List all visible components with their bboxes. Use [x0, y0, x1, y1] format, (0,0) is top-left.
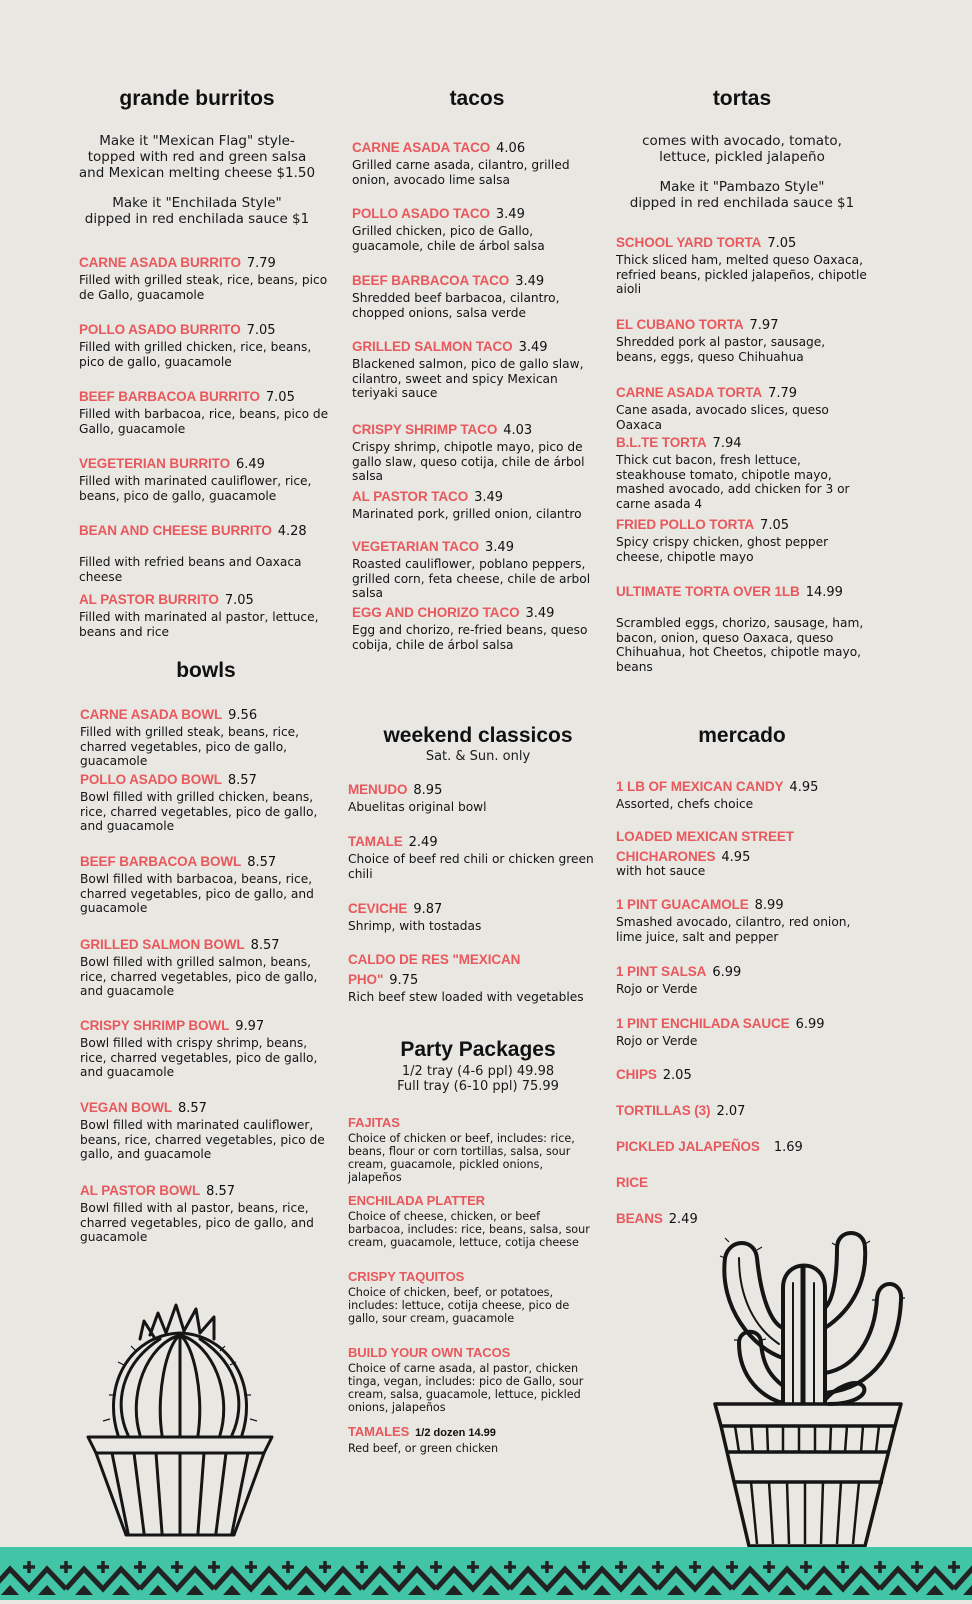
- menu-item: [616, 384, 868, 432]
- item-header: [616, 1138, 868, 1156]
- item-price: 8.99: [754, 898, 784, 913]
- item-name: FRIED POLLO TORTA: [616, 517, 755, 532]
- item-description: Filled with grilled steak, beans, rice, charred vegetables, pico de gallo, guacamole: [80, 725, 300, 768]
- item-header: [616, 316, 868, 334]
- decorative-border-band: [0, 1547, 972, 1600]
- item-price: 7.79: [246, 256, 276, 271]
- menu-item: [352, 538, 602, 601]
- item-name: POLLO ASADO BURRITO: [79, 322, 241, 337]
- item-header: [616, 1102, 868, 1120]
- menu-item: [616, 1066, 868, 1084]
- item-name: B.L.TE TORTA: [616, 435, 707, 450]
- item-price: 8.95: [413, 783, 443, 798]
- item-name: 1 PINT GUACAMOLE: [616, 897, 749, 912]
- item-name: SCHOOL YARD TORTA: [616, 235, 762, 250]
- barrel-cactus-illustration: [80, 1295, 280, 1550]
- menu-item: [616, 316, 868, 364]
- menu-item: [348, 1423, 598, 1455]
- menu-item: [616, 1210, 868, 1228]
- item-name: EGG AND CHORIZO TACO: [352, 605, 520, 620]
- item-description: Choice of chicken or beef, includes: rice, beans, flour or corn tortillas, salsa, sour cream, guacamole, pickled onions, jalapeños: [348, 1132, 575, 1184]
- item-header: [616, 828, 868, 845]
- item-header: [348, 1192, 598, 1209]
- section-note: Make it "Enchilada Style" dipped in red enchilada sauce $1: [84, 195, 310, 227]
- menu-item: [352, 338, 602, 401]
- item-description: Grilled carne asada, cilantro, grilled onion, avocado lime salsa: [352, 158, 570, 187]
- item-name: CARNE ASADA BURRITO: [79, 255, 241, 270]
- item-price: 9.97: [235, 1019, 265, 1034]
- item-header: [352, 421, 602, 439]
- menu-item: [616, 234, 868, 297]
- item-price: 3.49: [495, 207, 525, 222]
- item-price: 7.05: [767, 236, 797, 251]
- bowls-section: [80, 660, 332, 1250]
- tortas-section: [616, 88, 868, 688]
- item-name: CHICHARONES: [616, 849, 716, 864]
- zigzag-pattern-icon: [0, 1547, 972, 1600]
- section-note: comes with avocado, tomato, lettuce, pickled jalapeño: [642, 133, 842, 165]
- item-header: [352, 538, 602, 556]
- menu-item: [348, 1268, 598, 1325]
- item-header: [616, 1210, 868, 1228]
- item-price: 3.49: [474, 490, 504, 505]
- menu-item: [348, 951, 598, 1005]
- section-title: bowls: [176, 659, 236, 682]
- item-name: GRILLED SALMON TACO: [352, 339, 513, 354]
- item-price: 3.49: [525, 606, 555, 621]
- item-name: TORTILLAS (3): [616, 1103, 711, 1118]
- item-price: 4.95: [721, 850, 751, 865]
- item-description: Shredded beef barbacoa, cilantro, chopped onions, salsa verde: [352, 291, 560, 320]
- menu-item: [352, 205, 602, 253]
- item-name: PICKLED JALAPEÑOS: [616, 1139, 760, 1154]
- menu-item: [79, 388, 331, 436]
- item-header: [352, 488, 602, 506]
- item-description: Abuelitas original bowl: [348, 800, 487, 814]
- item-description: Bowl filled with grilled salmon, beans, rice, charred vegetables, pico de gallo, and guacamole: [80, 955, 318, 998]
- section-note: Make it "Pambazo Style" dipped in red enchilada sauce $1: [629, 179, 855, 211]
- item-description: Choice of chicken, beef, or potatoes, includes: lettuce, cotija cheese, pico de gallo, sour cream, guacamole: [348, 1286, 570, 1325]
- item-header: [79, 455, 331, 473]
- item-name: BEANS: [616, 1211, 663, 1226]
- item-name: 1 LB OF MEXICAN CANDY: [616, 779, 784, 794]
- item-price: 8.57: [178, 1101, 207, 1116]
- item-header: [80, 1182, 332, 1200]
- item-description: Bowl filled with barbacoa, beans, rice, charred vegetables, pico de gallo, and guacamole: [80, 872, 314, 915]
- menu-item: [79, 254, 331, 302]
- item-header: [80, 706, 332, 724]
- item-description: Bowl filled with marinated cauliflower, beans, rice, charred vegetables, pico de gallo, and guacamole: [80, 1118, 325, 1161]
- item-description: Shredded pork al pastor, sausage, beans, eggs, queso Chihuahua: [616, 335, 826, 364]
- item-price: 2.07: [716, 1104, 746, 1119]
- item-name: CARNE ASADA BOWL: [80, 707, 223, 722]
- item-name: AL PASTOR TACO: [352, 489, 469, 504]
- item-name: FAJITAS: [348, 1115, 400, 1130]
- section-title: weekend classicos: [383, 724, 573, 747]
- item-price: 2.05: [662, 1068, 692, 1083]
- item-price: 6.99: [712, 965, 742, 980]
- item-description: Thick cut bacon, fresh lettuce, steakhouse tomato, chipotle mayo, mashed avocado, add chicken for 3 or carne asada 4: [616, 453, 850, 511]
- item-header: [80, 1099, 332, 1117]
- item-name: AL PASTOR BURRITO: [79, 592, 219, 607]
- item-description: Filled with marinated al pastor, lettuce, beans and rice: [79, 610, 319, 639]
- menu-item: [616, 963, 868, 997]
- item-price: 7.94: [712, 436, 742, 451]
- item-name: MENUDO: [348, 782, 408, 797]
- item-description: Shrimp, with tostadas: [348, 919, 482, 933]
- item-name: TAMALES: [348, 1424, 410, 1439]
- item-name: BEEF BARBACOA TACO: [352, 273, 510, 288]
- menu-item: [348, 1192, 598, 1249]
- menu-item: [348, 1344, 598, 1414]
- item-note: 1/2 dozen 14.99: [415, 1427, 496, 1439]
- item-price: 2.49: [408, 835, 438, 850]
- item-name: BEEF BARBACOA BURRITO: [79, 389, 260, 404]
- menu-item: [348, 781, 598, 815]
- item-description: Assorted, chefs choice: [616, 797, 754, 811]
- item-name: BEEF BARBACOA BOWL: [80, 854, 242, 869]
- burritos-items: [79, 254, 331, 644]
- item-price: 8.57: [206, 1184, 236, 1199]
- item-price: 6.49: [235, 457, 265, 472]
- item-description: Cane asada, avocado slices, queso Oaxaca: [616, 403, 829, 432]
- item-name: VEGAN BOWL: [80, 1100, 172, 1115]
- item-name: PHO": [348, 972, 384, 987]
- section-subtitle: Sat. & Sun. only: [425, 749, 531, 764]
- item-header: [79, 254, 331, 272]
- item-description: Filled with grilled steak, rice, beans, pico de Gallo, guacamole: [79, 273, 328, 302]
- item-description: Roasted cauliflower, poblano peppers, grilled corn, feta cheese, chile de arbol salsa: [352, 557, 591, 600]
- item-description: Grilled chicken, pico de Gallo, guacamole, chile de árbol salsa: [352, 224, 545, 253]
- menu-item: [616, 896, 868, 944]
- item-header: [79, 522, 331, 540]
- section-title: grande burritos: [119, 87, 275, 110]
- item-description: Scrambled eggs, chorizo, sausage, ham, bacon, onion, queso Oaxaca, queso Chihuahua, hot Cheetos, chipotle mayo, beans: [616, 616, 864, 674]
- item-name: ENCHILADA PLATTER: [348, 1193, 485, 1208]
- item-header: [348, 781, 598, 799]
- item-header: [348, 1114, 598, 1131]
- item-header: [352, 272, 602, 290]
- item-description: Choice of cheese, chicken, or beef barbacoa, includes: rice, beans, salsa, sour cream, guacamole, lettuce, cotija cheese: [348, 1210, 590, 1249]
- menu-item: [352, 272, 602, 320]
- item-price: 7.05: [224, 593, 254, 608]
- item-name: CRISPY TAQUITOS: [348, 1269, 465, 1284]
- item-price: 4.95: [789, 780, 819, 795]
- item-description: Filled with marinated cauliflower, rice, beans, pico de gallo, guacamole: [79, 474, 312, 503]
- item-price: 7.97: [749, 318, 779, 333]
- item-price: 4.03: [503, 423, 533, 438]
- item-description: Filled with grilled chicken, rice, beans, pico de gallo, guacamole: [79, 340, 312, 369]
- mercado-section: [616, 725, 868, 1235]
- item-description: Choice of beef red chili or chicken green chili: [348, 852, 594, 881]
- item-header: [616, 516, 868, 534]
- item-price: 14.99: [805, 585, 843, 600]
- item-name: VEGETERIAN BURRITO: [79, 456, 230, 471]
- menu-item: [352, 488, 602, 522]
- item-header: [616, 583, 868, 601]
- item-price: 4.06: [496, 141, 526, 156]
- item-header: [352, 338, 602, 356]
- menu-item: [80, 1099, 332, 1162]
- item-name: VEGETARIAN TACO: [352, 539, 480, 554]
- item-name: CEVICHE: [348, 901, 408, 916]
- menu-item: [616, 778, 868, 812]
- section-note: Make it "Mexican Flag" style- topped with red and green salsa and Mexican melting cheese $1.50: [78, 133, 316, 181]
- menu-item: [80, 771, 332, 834]
- item-description: Bowl filled with crispy shrimp, beans, rice, charred vegetables, pico de gallo, and guacamole: [80, 1036, 318, 1079]
- item-name: POLLO ASADO TACO: [352, 206, 490, 221]
- menu-item: [616, 516, 868, 564]
- item-name: EL CUBANO TORTA: [616, 317, 744, 332]
- menu-item: [79, 321, 331, 369]
- item-header: [352, 205, 602, 223]
- party-line: Full tray (6-10 ppl) 75.99: [397, 1079, 559, 1094]
- item-header: [80, 771, 332, 789]
- item-name: 1 PINT ENCHILADA SAUCE: [616, 1016, 790, 1031]
- item-name: CARNE ASADA TACO: [352, 140, 491, 155]
- item-price: 6.99: [795, 1017, 825, 1032]
- menu-item: [80, 1017, 332, 1080]
- item-header: [616, 963, 868, 981]
- item-description: Marinated pork, grilled onion, cilantro: [352, 507, 582, 521]
- item-header: [352, 604, 602, 622]
- menu-item: [80, 1182, 332, 1245]
- item-price: 9.56: [228, 708, 258, 723]
- item-header: [348, 951, 598, 968]
- item-header: [80, 1017, 332, 1035]
- item-name: CRISPY SHRIMP TACO: [352, 422, 498, 437]
- item-price: 1.69: [773, 1140, 803, 1155]
- menu-item: [616, 1102, 868, 1120]
- item-header: [616, 1174, 868, 1191]
- item-header: [348, 1268, 598, 1285]
- item-header: [79, 591, 331, 609]
- item-price: 3.49: [485, 540, 514, 555]
- item-header: [616, 234, 868, 252]
- menu-item: [80, 706, 332, 769]
- item-price: 9.75: [389, 973, 419, 988]
- item-price: 2.49: [668, 1212, 698, 1227]
- item-description: Blackened salmon, pico de gallo slaw, cilantro, sweet and spicy Mexican teriyaki sauce: [352, 357, 584, 400]
- menu-item: [348, 900, 598, 934]
- item-description: Spicy crispy chicken, ghost pepper cheese, chipotle mayo: [616, 535, 829, 564]
- item-description: Rich beef stew loaded with vegetables: [348, 990, 584, 1004]
- menu-item: [616, 1138, 868, 1156]
- item-description: Red beef, or green chicken: [348, 1442, 499, 1455]
- item-description: Smashed avocado, cilantro, red onion, lime juice, salt and pepper: [616, 915, 851, 944]
- item-price: 7.05: [265, 390, 295, 405]
- item-name: TAMALE: [348, 834, 403, 849]
- item-header: [348, 971, 598, 989]
- item-name: POLLO ASADO BOWL: [80, 772, 222, 787]
- weekend-section: [348, 725, 598, 1015]
- section-title: Party Packages: [400, 1038, 556, 1061]
- party-line: 1/2 tray (4-6 ppl) 49.98: [401, 1064, 555, 1079]
- item-header: [80, 853, 332, 871]
- item-header: [348, 833, 598, 851]
- section-title: tortas: [712, 87, 772, 110]
- item-header: [352, 139, 602, 157]
- item-header: [616, 1015, 868, 1033]
- item-description: Filled with refried beans and Oaxaca cheese: [79, 555, 302, 584]
- item-price: 7.05: [760, 518, 789, 533]
- item-price: 9.87: [413, 902, 443, 917]
- item-name: CARNE ASADA TORTA: [616, 385, 763, 400]
- menu-item: [79, 591, 331, 639]
- menu-item: [348, 1114, 598, 1184]
- item-header: [79, 388, 331, 406]
- item-description: Bowl filled with grilled chicken, beans, rice, charred vegetables, pico de gallo, and guacamole: [80, 790, 318, 833]
- item-header: [80, 936, 332, 954]
- tacos-section: [352, 88, 602, 658]
- item-price: 3.49: [515, 274, 545, 289]
- item-description: Choice of carne asada, al pastor, chicken tinga, vegan, includes: pico de Gallo, sour cream, salsa, guacamole, lettuce, pickled onions, jalapeños: [348, 1362, 584, 1414]
- item-price: 8.57: [250, 938, 280, 953]
- item-price: 8.57: [227, 773, 257, 788]
- party-section: [348, 1039, 598, 1459]
- item-header: [616, 896, 868, 914]
- item-header: [616, 1066, 868, 1084]
- item-name: CHIPS: [616, 1067, 657, 1082]
- menu-item: [616, 434, 868, 511]
- menu-item: [616, 583, 868, 674]
- item-name: RICE: [616, 1175, 648, 1190]
- item-price: 8.57: [247, 855, 277, 870]
- item-header: [348, 1423, 598, 1441]
- item-header: [348, 900, 598, 918]
- item-description: Bowl filled with al pastor, beans, rice, charred vegetables, pico de gallo, and guacamole: [80, 1201, 314, 1244]
- item-description: Crispy shrimp, chipotle mayo, pico de gallo slaw, queso cotija, chile de árbol salsa: [352, 440, 585, 483]
- item-price: 4.28: [277, 524, 307, 539]
- item-description: Rojo or Verde: [616, 1034, 698, 1048]
- item-price: 7.79: [768, 386, 798, 401]
- section-title: tacos: [449, 87, 505, 110]
- item-header: [616, 778, 868, 796]
- menu-item: [79, 522, 331, 584]
- item-header: [616, 384, 868, 402]
- item-price: 3.49: [518, 340, 548, 355]
- item-name: AL PASTOR BOWL: [80, 1183, 201, 1198]
- item-description: Filled with barbacoa, rice, beans, pico de Gallo, guacamole: [79, 407, 329, 436]
- item-header: [348, 1344, 598, 1361]
- item-name: CRISPY SHRIMP BOWL: [80, 1018, 230, 1033]
- menu-item: [348, 833, 598, 881]
- item-description: with hot sauce: [616, 864, 706, 878]
- item-name: LOADED MEXICAN STREET: [616, 829, 794, 844]
- menu-item: [616, 1174, 868, 1191]
- item-header: [616, 434, 868, 452]
- potted-cactus-illustration: [705, 1228, 905, 1548]
- item-description: Rojo or Verde: [616, 982, 698, 996]
- section-title: mercado: [698, 724, 786, 747]
- menu-item: [352, 421, 602, 484]
- item-name: GRILLED SALMON BOWL: [80, 937, 245, 952]
- item-price: 7.05: [246, 323, 276, 338]
- menu-item: [616, 828, 868, 879]
- menu-item: [352, 139, 602, 187]
- item-description: Thick sliced ham, melted queso Oaxaca, refried beans, pickled jalapeños, chipotle aioli: [616, 253, 867, 296]
- item-name: ULTIMATE TORTA OVER 1LB: [616, 584, 800, 599]
- item-description: Egg and chorizo, re-fried beans, queso cobija, chile de árbol salsa: [352, 623, 588, 652]
- menu-item: [352, 604, 602, 652]
- menu-item: [80, 936, 332, 999]
- item-name: BUILD YOUR OWN TACOS: [348, 1345, 511, 1360]
- item-name: BEAN AND CHEESE BURRITO: [79, 523, 272, 538]
- item-name: 1 PINT SALSA: [616, 964, 707, 979]
- item-header: [79, 321, 331, 339]
- menu-item: [616, 1015, 868, 1049]
- item-name: CALDO DE RES "MEXICAN: [348, 952, 521, 967]
- menu-item: [80, 853, 332, 916]
- menu-item: [79, 455, 331, 503]
